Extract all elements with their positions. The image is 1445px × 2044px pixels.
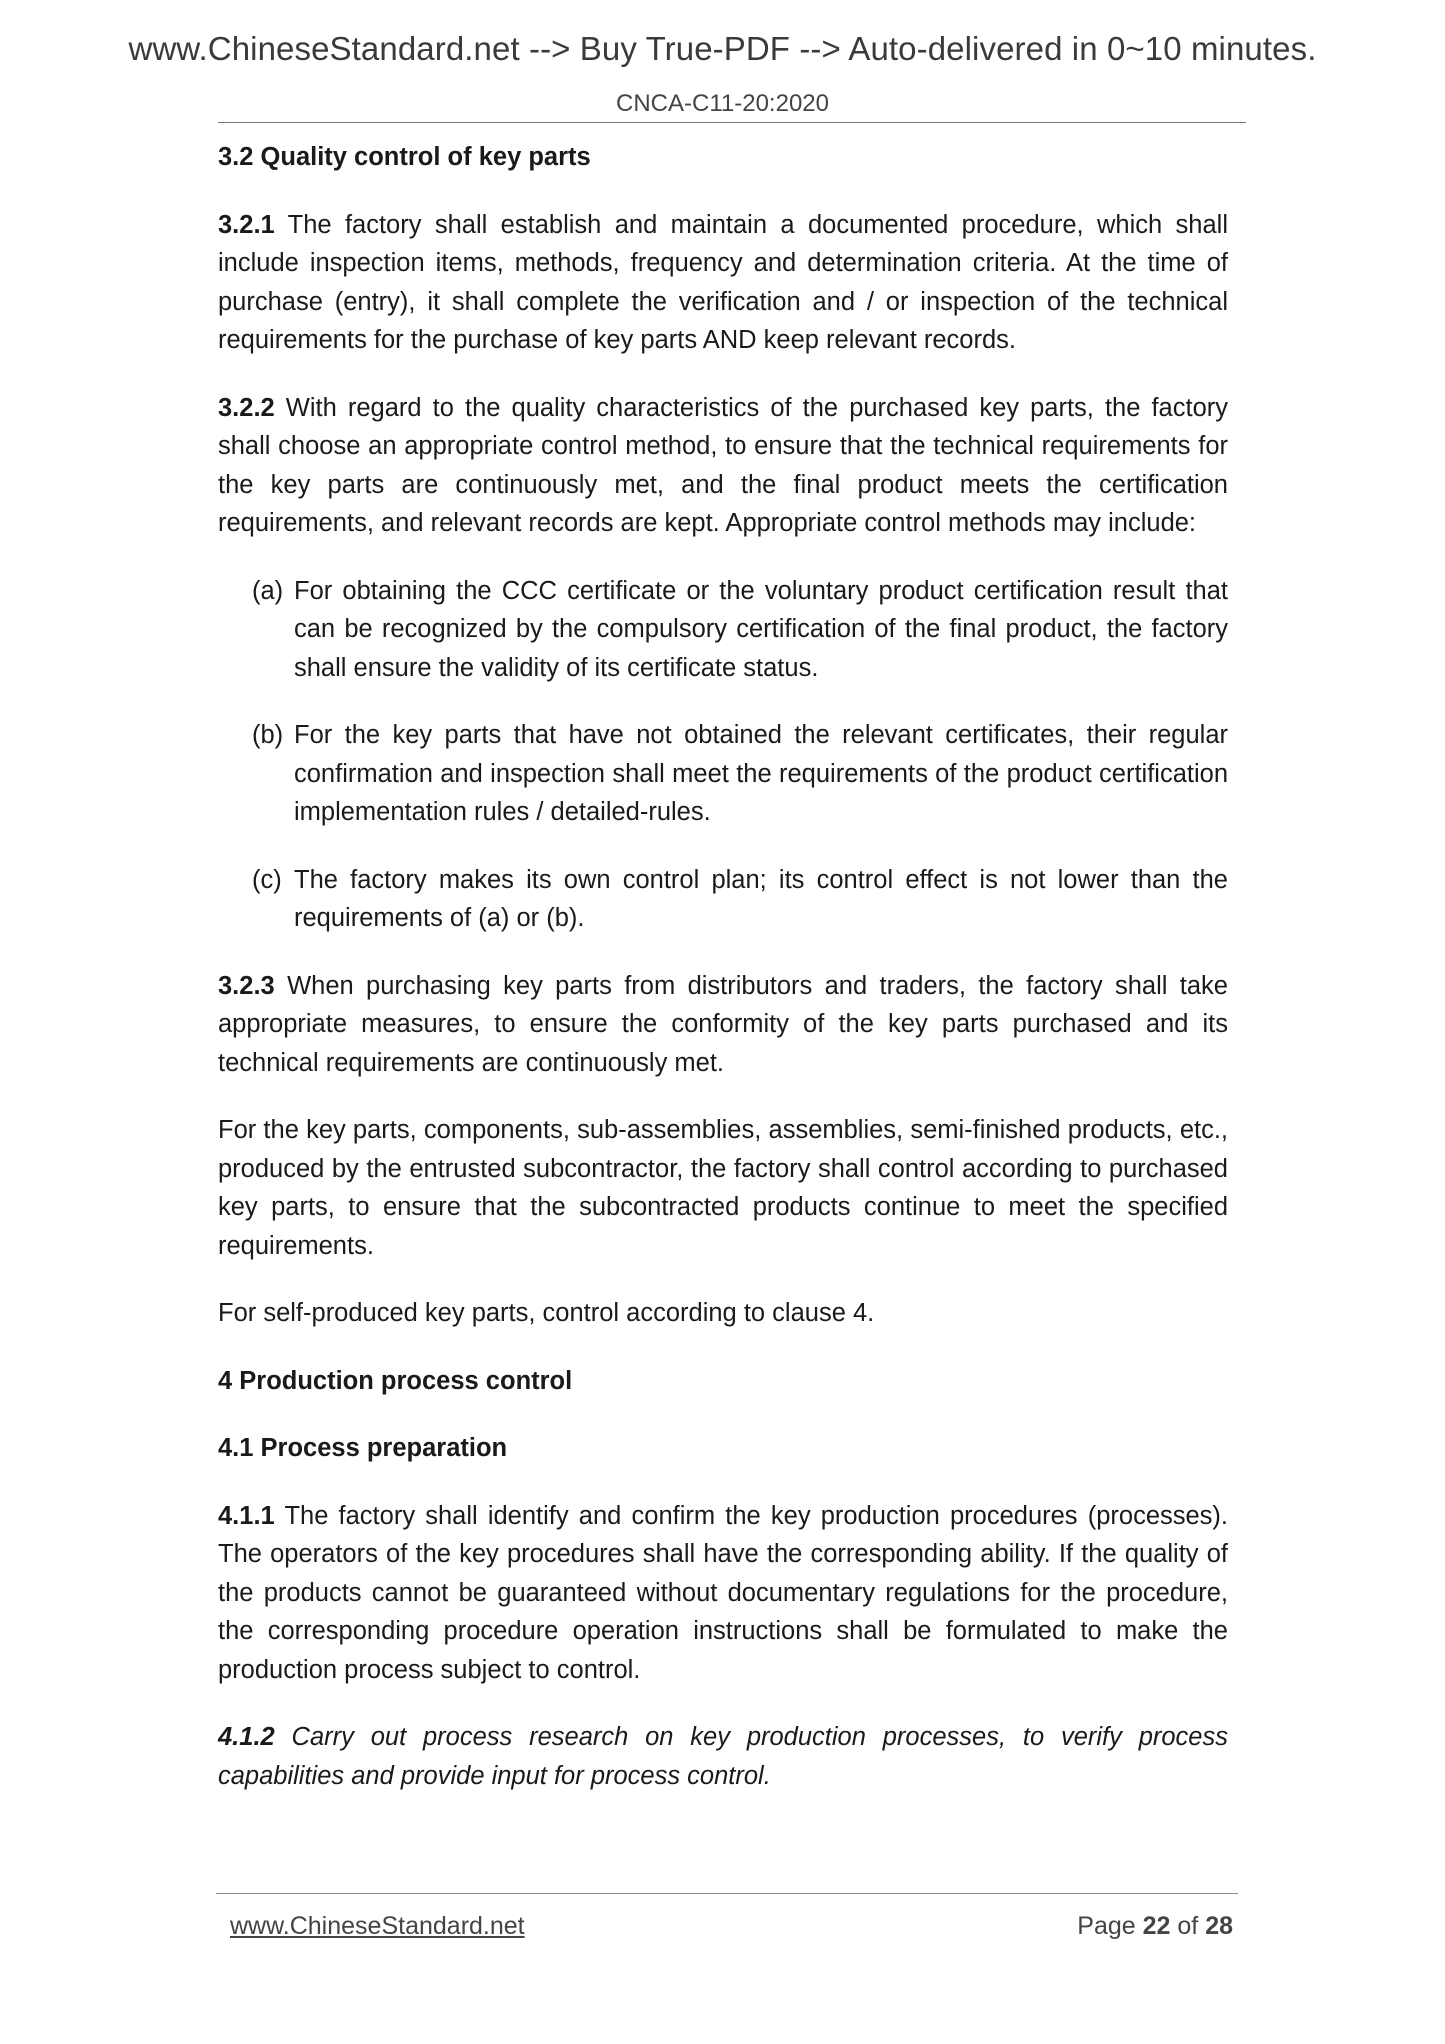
clause-3-2-2 <box>218 389 1228 543</box>
footer-divider <box>216 1893 1238 1894</box>
clause-text: The factory shall identify and confirm the key production procedures (processes). The operators of the key procedures shall have the corresponding ability. If the quality of the products cannot be guaranteed without documentary regulations for the procedure, the corresponding procedure operation instructions shall be formulated to make the production process subject to control. <box>218 1501 1229 1684</box>
clause-text: The factory shall establish and maintain a documented procedure, which shall include inspection items, methods, frequency and determination criteria. At the time of purchase (entry), it shall complete the verification and / or inspection of the technical requirements for the purchase of key parts AND keep relevant records. <box>218 210 1228 354</box>
list-item-c <box>218 861 1228 938</box>
clause-text: When purchasing key parts from distributors and traders, the factory shall take appropriate measures, to ensure the conformity of the key parts purchased and its technical requirements are continuously met. <box>218 971 1228 1077</box>
page-current: 22 <box>1142 1912 1171 1940</box>
clause-number: 3.2.1 <box>218 210 275 239</box>
paragraph-self-produced: For self-produced key parts, control according to clause 4. <box>218 1299 875 1327</box>
list-item-a <box>218 572 1228 688</box>
header-banner: www.ChineseStandard.net --> Buy True-PDF --> Auto-delivered in 0~10 minutes. <box>128 30 1317 67</box>
clause-number: 4.1.1 <box>218 1501 275 1530</box>
clause-number: 4.1.2 <box>218 1723 275 1751</box>
clause-number: 3.2.3 <box>218 971 275 1000</box>
clause-4-1-1 <box>218 1497 1228 1690</box>
clause-3-2-3 <box>218 967 1228 1083</box>
clause-3-2-1 <box>218 206 1228 360</box>
list-item-text: For obtaining the CCC certificate or the voluntary product certification result that can be recognized by the compulsory certification of the final product, the factory shall ensure the validity of its certificate status. <box>294 576 1228 682</box>
list-item-text: For the key parts that have not obtained the relevant certificates, their regular confirmation and inspection shall meet the requirements of the product certification implementation rules / detailed-rules. <box>294 721 1228 826</box>
of-word: of <box>1177 1912 1199 1940</box>
list-item-label: (a) <box>252 576 284 605</box>
page-total: 28 <box>1205 1912 1233 1940</box>
footer-website-link[interactable]: www.ChineseStandard.net <box>230 1912 525 1940</box>
page-content <box>218 138 1228 1824</box>
page-number <box>1077 1912 1233 1941</box>
clause-number: 3.2.2 <box>218 393 275 422</box>
clause-4-1-2 <box>218 1718 1228 1795</box>
paragraph-subcontract: For the key parts, components, sub-assemblies, assemblies, semi-finished products, etc., produced by the entrusted subcontractor, the factory shall control according to purchased key parts, to ensure that the subcontracted products continue to meet the specified requirements. <box>218 1116 1228 1260</box>
heading-3-2: 3.2 Quality control of key parts <box>218 143 591 171</box>
page-word: Page <box>1077 1912 1136 1940</box>
header-divider <box>218 122 1246 123</box>
clause-text: With regard to the quality characteristics of the purchased key parts, the factory shall choose an appropriate control method, to ensure that the technical requirements for the key parts are continuously met, and the final product meets the certification requirements, and relevant records are kept. Appropriate control methods may include: <box>218 393 1228 537</box>
list-item-label: (c) <box>252 865 282 894</box>
document-id: CNCA-C11-20:2020 <box>616 90 829 117</box>
list-item-b <box>218 716 1228 832</box>
clause-text: Carry out process research on key production processes, to verify process capabilities and provide input for process control. <box>218 1723 1228 1790</box>
heading-4-1: 4.1 Process preparation <box>218 1434 508 1462</box>
list-item-text: The factory makes its own control plan; its control effect is not lower than the requirements of (a) or (b). <box>294 865 1228 932</box>
list-item-label: (b) <box>252 721 284 749</box>
heading-4: 4 Production process control <box>218 1366 573 1395</box>
